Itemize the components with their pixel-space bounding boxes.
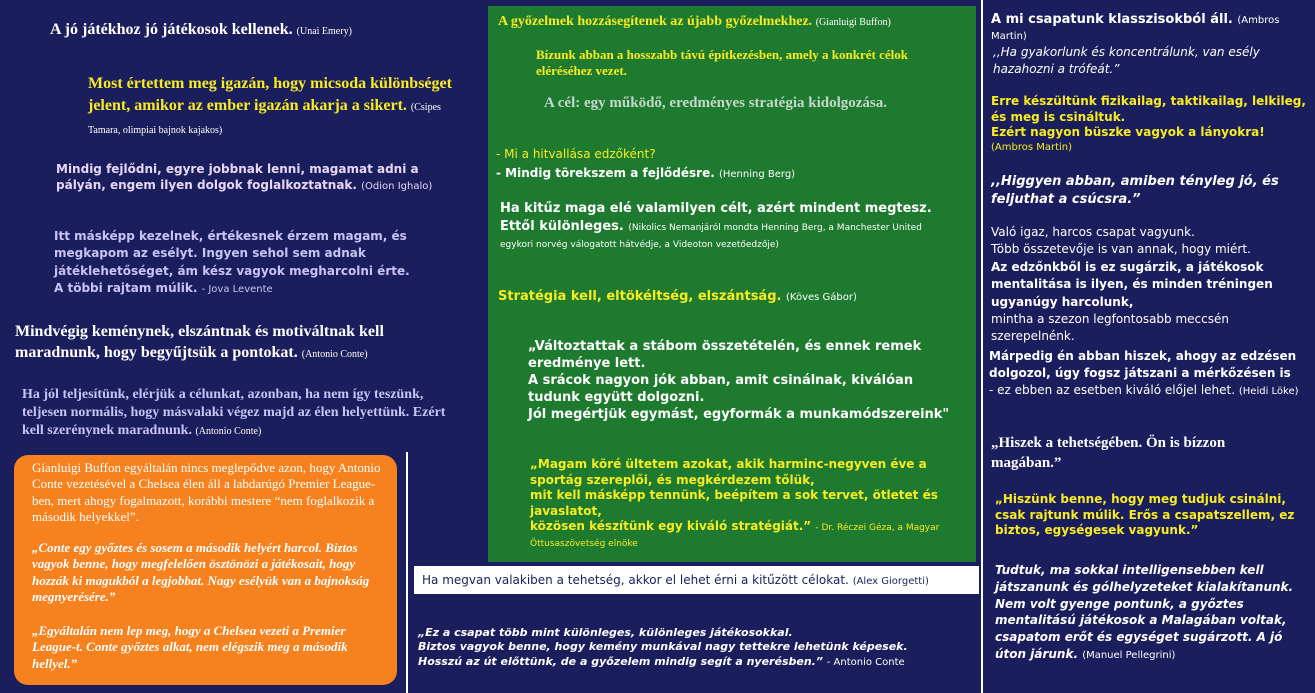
green-staff-line-2: A srácok nagyon jók abban, amit csinálnak, kiválóan tudunk együtt dolgozni. [528,372,914,405]
ambros-quote-2: ,,Ha gyakorlunk és koncentrálunk, van esély hazahozni a trófeát.” [993,45,1260,76]
conte-bottom-line-2: Biztos vagyok benne, hogy kemény munkával nagy tettekre lehetünk képesek. [418,640,908,654]
quote-emery: A jó játékhoz jó játékosok kellenek. (Unai Emery) [50,21,352,38]
higgyen-quote: ,,Higgyen abban, amiben tényleg jó, és feljuthat a csúcsra.” [991,174,1279,208]
harcos-quote [991,224,1306,346]
ambros-author: (Ambros Martin) [991,141,1073,153]
conte-bottom-line-1: „Ez a csapat több mint különleges, különleges játékosokkal. [418,626,793,639]
green-panel [488,6,976,562]
white-divider-vertical-right [981,0,983,693]
quote-ighalo: Mindig fejlődni, egyre jobbnak lenni, magamat adni a pályán, engem ilyen dolgok foglalkoztatnak. (Odion Ighalo) [56,162,433,192]
harcos-line-4: mintha a szezon legfontosabb meccsén szerepelnénk. [991,311,1229,344]
ambros-line-1: Erre készültünk fizikailag, taktikailag, lelkileg, és meg is csináltuk. [991,94,1306,124]
giorgetti-quote: Ha megvan valakiben a tehetség, akkor el lehet érni a kitűzött célokat. (Alex Giorgetti) [422,573,929,587]
green-reczei-line-1: „Magam köré ültetem azokat, akik harminc-negyven éve a sportág szereplői, és megkérdezem tőlük, [530,457,927,487]
white-divider-vertical-left [406,452,408,693]
green-reczei-line-2: mit kell másképp tennünk, beépítem a sok tervet, ötletet és javaslatot, [530,488,938,518]
orange-panel [14,455,397,685]
tehetseg-quote: „Hiszek a tehetségében. Ön is bízzon magában.” [991,435,1226,471]
ambros-quote-3 [991,94,1311,154]
loke-quote [989,348,1313,399]
green-koves: Stratégia kell, eltökéltség, elszántság. (Köves Gábor) [498,289,857,304]
ambros-quote-1: A mi csapatunk klasszisokból áll. (Ambros Martin) [991,12,1280,42]
orange-quote-2: „Egyáltalán nem lep meg, hogy a Chelsea vezeti a Premier League-t. Conte győztes alkat, nem elégszik meg a második hellyel.” [32,623,348,671]
hiszunk-quote: „Hiszünk benne, hogy meg tudjuk csinálni, csak rajtunk múlik. Erős a csapatszellem, ez biztos, egységesek vagyunk.” [995,492,1295,538]
ambros-line-2: Ezért nagyon büszke vagyok a lányokra! [991,125,1265,140]
conte-bottom-line-3: Hosszú az út előttünk, de a győzelem mindig segít a nyerésben.” - Antonio Conte [418,654,905,668]
green-goal: A cél: egy működő, eredményes stratégia kidolgozása. [544,95,888,111]
green-building: Bízunk abban a hosszabb távú építkezésben, amely a konkrét célok eléréséhez vezet. [536,47,908,79]
harcos-line-2: Több összetevője is van annak, hogy miért. [991,242,1251,257]
green-staff-line-1: „Változtattak a stábom összetételén, és ennek remek eredménye lett. [528,339,922,371]
harcos-line-3: Az edzőnkből is ez sugárzik, a játékosok mentalitása is ilyen, és minden tréningen ugyanúgy harcolunk, [991,259,1273,309]
green-staff-line-3: Jól megértjük egymást, egyformák a munkamódszereink" [528,406,950,422]
conte-bottom-quote [418,626,978,669]
pellegrini-quote: Tudtuk, ma sokkal intelligensebben kell játszanunk és gólhelyzeteket kialakítanunk. Nem volt gyenge pontunk, a győztes mentalitású játékosok a Malagában voltak, csapatom erőt és egységet sugárzott. A jó úton járunk. (Manuel Pellegrini) [995,563,1294,661]
quote-jova: Itt másképp kezelnek, értékesnek érzem magam, és megkapom az esélyt. Ingyen sehol sem adnak játéklehetőséget, ám kész vagyok megharcolni érte. A többi rajtam múlik. - Jova Levente [54,229,410,296]
giorgetti-box [414,566,979,594]
harcos-line-1: Való igaz, harcos csapat vagyunk. [991,225,1195,239]
green-berg-answer: - Mindig törekszem a fejlődésre. (Henning Berg) [496,166,796,180]
quote-csipes: Most értettem meg igazán, hogy micsoda különbséget jelent, amikor az ember igazán akarja a sikert. (Csipes Tamara, olimpiai bajnok kajakos) [88,75,452,136]
orange-intro: Gianluigi Buffon egyáltalán nincs meglepődve azon, hogy Antonio Conte vezetésével a Chelsea élen áll a labdarúgó Premier League-ben, mert ahogy fogalmazott, korábbi mestere “nem foglalkozik a második helyekkel”. [32,460,381,524]
green-question: - Mi a hitvallása edzőként? [496,147,656,161]
green-staff-quote [528,339,968,423]
loke-line-2: - ez ebben az esetben kiváló előjel lehet. (Heidi Löke) [989,382,1299,397]
loke-line-1: Márpedig én abban hiszek, ahogy az edzésen dolgozol, úgy fogsz játszani a mérkőzésen is [989,349,1297,380]
quote-conte-2: Ha jól teljesítünk, elérjük a célunkat, azonban, ha nem így teszünk, teljesen normális, hogy másvalaki végez majd az élen helyettünk. Ezért kell szerénynek maradnunk. (Antonio Conte) [22,387,446,439]
quote-conte-1: Mindvégig keménynek, elszántnak és motiváltnak kell maradnunk, hogy begyűjtsük a pontokat. (Antonio Conte) [15,323,384,361]
green-reczei-line-3: közösen készítünk egy kiváló stratégiát.” - Dr. Réczei Géza, a Magyar Öttusaszövetség elnöke [530,519,940,550]
green-title: A győzelmek hozzásegítenek az újabb győzelmekhez. (Gianluigi Buffon) [498,14,891,29]
green-nikolics: Ha kitűz maga elé valamilyen célt, azért mindent megtesz. Ettől különleges. (Nikolics Nemanjáról mondta Henning Berg, a Manchester United egykori norvég válogatott hátvédje, a Videoton vezetőedzője) [500,201,932,251]
green-reczei-quote [530,457,950,551]
orange-quote-1: „Conte egy győztes és sosem a második helyért harcol. Biztos vagyok benne, hogy megfelelően ösztönözi a játékosait, hogy hozzák ki magukból a legjobbat. Nagy esélyük van a bajnokság megnyerésére.” [32,540,370,604]
